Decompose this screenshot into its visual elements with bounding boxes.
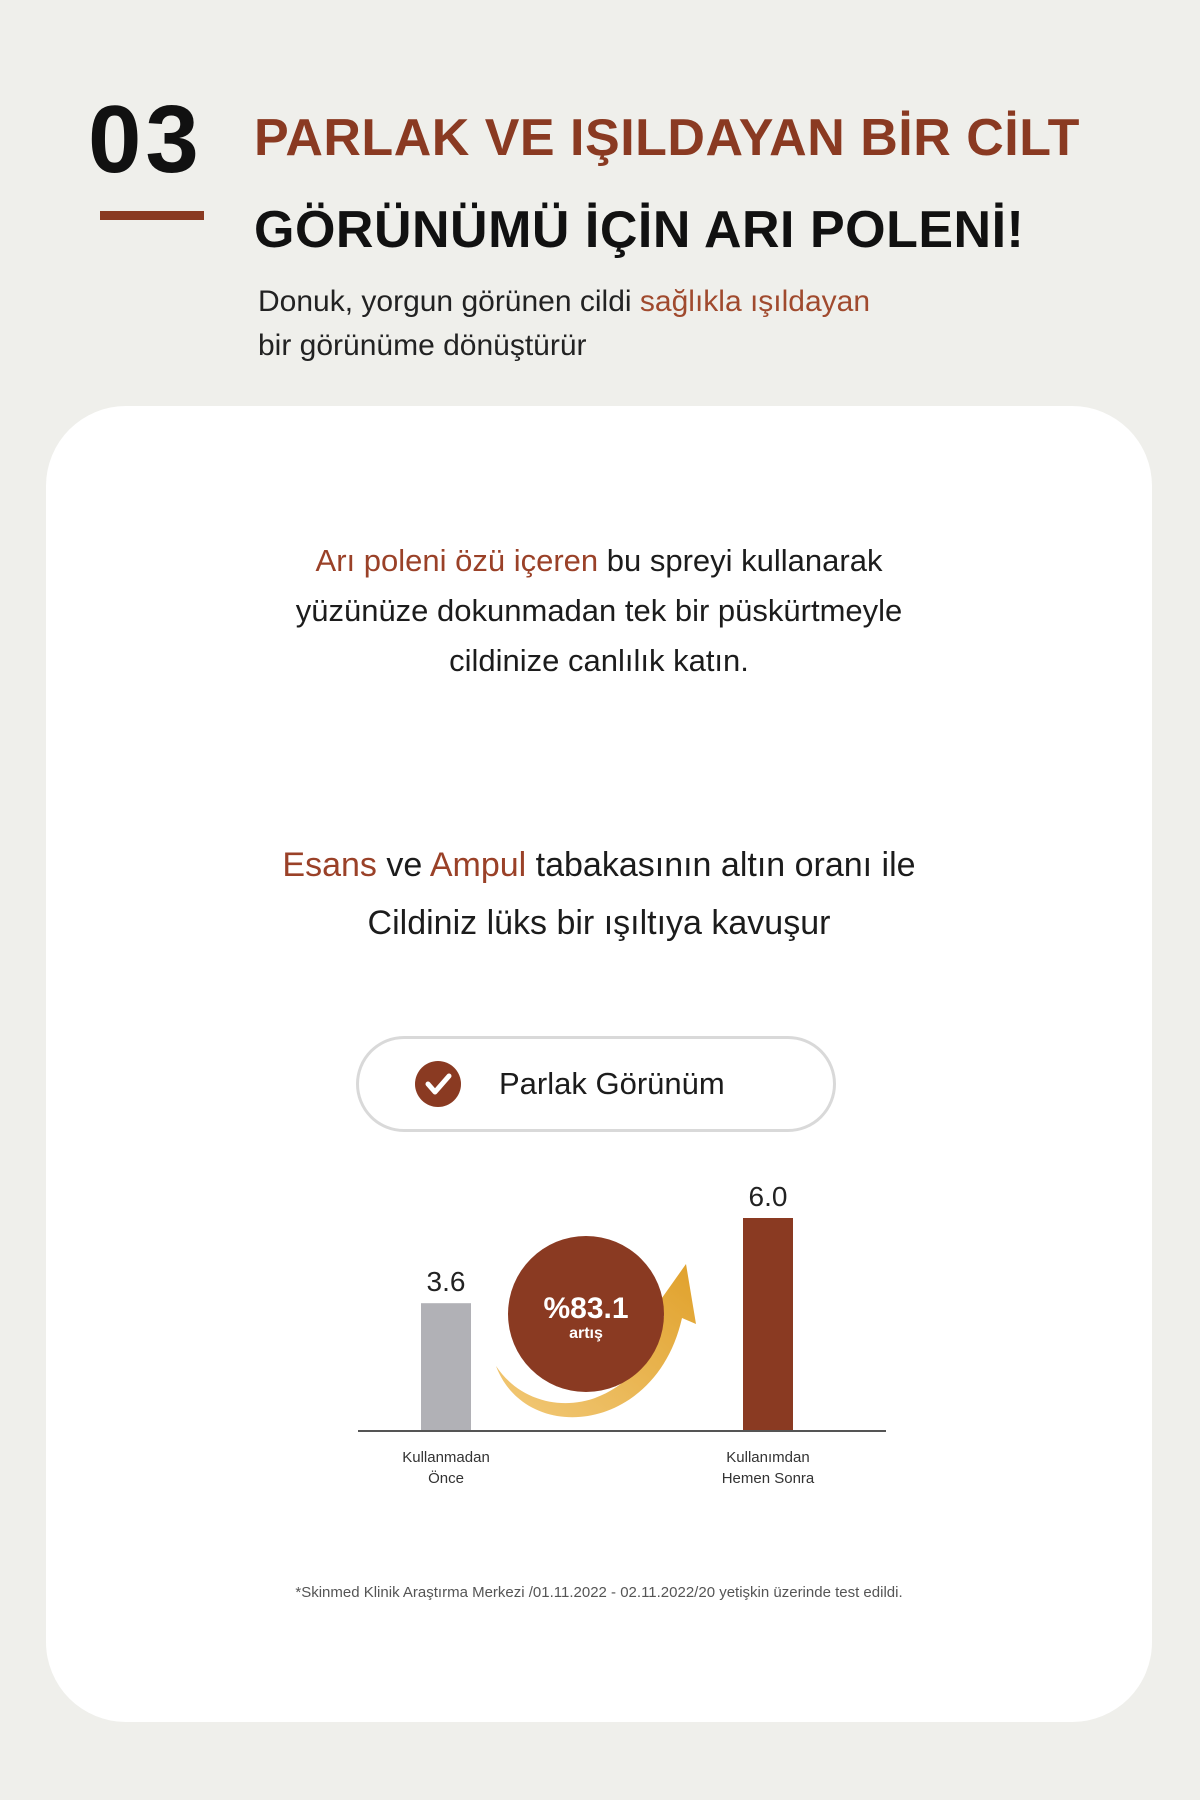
- page-title: [254, 92, 1080, 276]
- category-label-2: [688, 1447, 848, 1489]
- check-icon: [415, 1061, 461, 1107]
- info-card: [46, 406, 1152, 1722]
- intro-line2: yüzünüze dokunmadan tek bir püskürtmeyle: [295, 593, 903, 628]
- category-label-line: Hemen Sonra: [721, 1470, 815, 1487]
- subtitle: [258, 280, 870, 368]
- category-label-line: Kullanımdan: [726, 1449, 810, 1466]
- ratio-highlight-esans: Esans: [282, 846, 377, 884]
- subtitle-highlight: sağlıkla ışıldayan: [639, 285, 871, 318]
- section-number: 03: [88, 86, 203, 193]
- category-label-1: [366, 1447, 526, 1489]
- increase-label: artış: [569, 1325, 603, 1342]
- section-number-underline: [100, 211, 204, 220]
- benefit-pill: [356, 1036, 836, 1132]
- title-line-2: GÖRÜNÜMÜ İÇİN ARI POLENİ!: [254, 201, 1025, 259]
- footnote: *Skinmed Klinik Araştırma Merkezi /01.11.2022 - 02.11.2022/20 yetişkin üzerinde test edildi.: [295, 1584, 903, 1601]
- intro-line3: cildinize canlılık katın.: [449, 643, 749, 678]
- category-label-line: Önce: [428, 1470, 464, 1487]
- bar-2: [743, 1218, 793, 1431]
- bar-value-label-1: 3.6: [426, 1266, 466, 1298]
- ratio-highlight-ampul: Ampul: [429, 846, 527, 884]
- ratio-rest: tabakasının altın oranı ile: [526, 846, 916, 884]
- bar-1: [421, 1303, 471, 1431]
- subtitle-part1: Donuk, yorgun görünen cildi: [258, 285, 640, 318]
- subtitle-line2: bir görünüme dönüştürür: [258, 329, 587, 362]
- bar-value-label-2: 6.0: [748, 1181, 788, 1212]
- brightness-chart: [346, 1166, 906, 1506]
- ratio-mid: ve: [376, 846, 430, 884]
- pill-label: Parlak Görünüm: [499, 1066, 725, 1101]
- intro-highlight: Arı poleni özü içeren: [315, 543, 599, 578]
- ratio-line2: Cildiniz lüks bir ışıltıya kavuşur: [367, 904, 831, 942]
- category-label-line: Kullanmadan: [402, 1449, 490, 1466]
- intro-paragraph: [46, 536, 1152, 686]
- title-line-1: PARLAK VE IŞILDAYAN BİR CİLT: [254, 109, 1080, 167]
- intro-rest: bu spreyi kullanarak: [598, 543, 883, 578]
- ratio-paragraph: [46, 836, 1152, 952]
- increase-value: %83.1: [543, 1292, 629, 1325]
